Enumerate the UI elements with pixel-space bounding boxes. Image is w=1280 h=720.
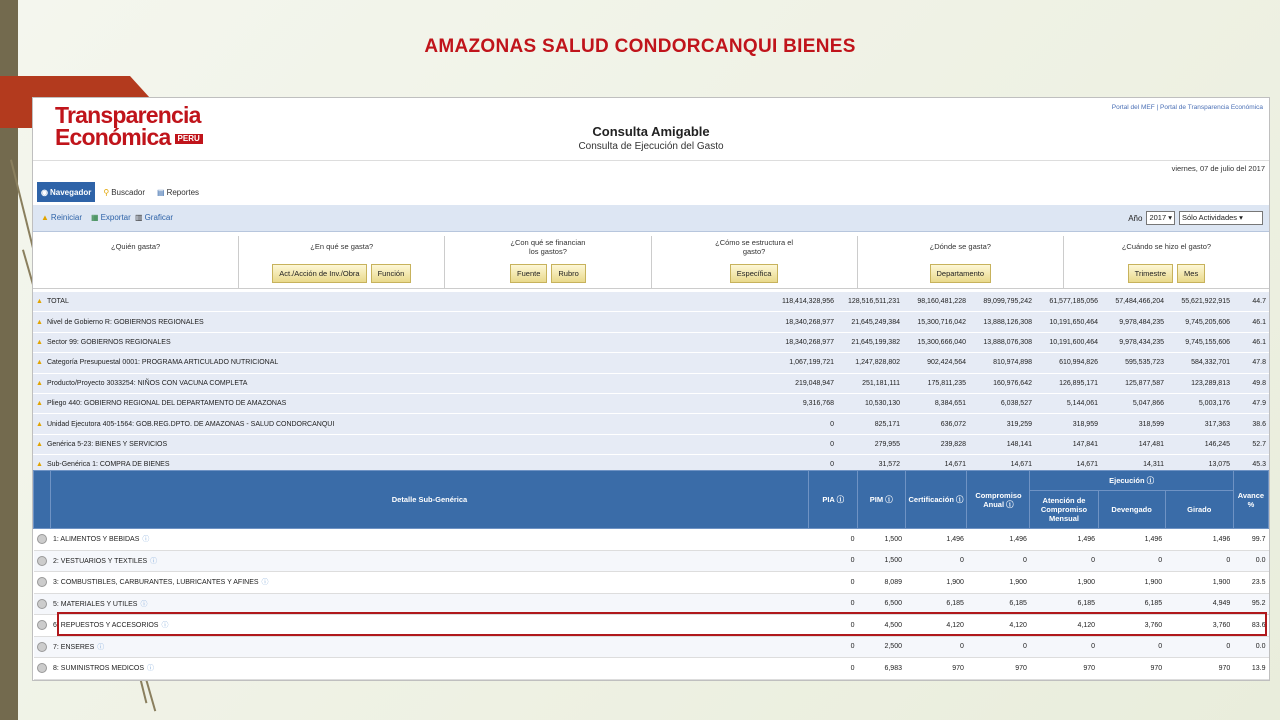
summary-value-cell: 175,811,235 — [903, 373, 969, 393]
detail-row[interactable] — [34, 572, 1269, 594]
summary-label-cell[interactable]: ▲ Producto/Proyecto 3033254: NIÑOS CON VACUNA COMPLETA — [33, 373, 771, 393]
header-pim[interactable]: PIM ⓘ — [858, 471, 906, 529]
summary-value-cell: 125,877,587 — [1101, 373, 1167, 393]
summary-label-cell[interactable]: ▲ Sector 99: GOBIERNOS REGIONALES — [33, 332, 771, 352]
row-radio[interactable] — [34, 572, 51, 594]
logo-badge: PERU — [175, 134, 203, 144]
detail-label-cell[interactable]: 2: VESTUARIOS Y TEXTILES ⓘ — [50, 550, 809, 572]
summary-row[interactable] — [33, 434, 1269, 454]
summary-label-cell[interactable]: ▲ Pliego 440: GOBIERNO REGIONAL DEL DEPARTAMENTO DE AMAZONAS — [33, 393, 771, 413]
question-como: ¿Cómo se estructura el gasto? Específica — [652, 236, 858, 288]
detail-value-cell: 1,500 — [858, 550, 906, 572]
detail-label-cell[interactable]: 7: ENSERES ⓘ — [50, 636, 809, 658]
detail-value-cell: 95.2 — [1233, 593, 1268, 615]
summary-value-cell: 13,888,126,308 — [969, 312, 1035, 332]
up-arrow-icon: ▲ — [36, 298, 43, 306]
info-icon: ⓘ — [261, 579, 269, 587]
row-radio[interactable] — [34, 658, 51, 680]
up-arrow-icon: ▲ — [36, 359, 43, 367]
summary-value-cell: 61,577,185,056 — [1035, 292, 1101, 312]
summary-value-cell: 13,075 — [1167, 455, 1233, 475]
detail-value-cell: 0 — [1165, 636, 1233, 658]
detail-row[interactable] — [34, 636, 1269, 658]
summary-value-cell: 610,994,826 — [1035, 353, 1101, 373]
detail-value-cell: 0 — [1098, 550, 1165, 572]
detail-row[interactable] — [34, 550, 1269, 572]
up-arrow-icon: ▲ — [36, 461, 43, 469]
question-con-que: ¿Con qué se financian los gastos? Fuente Rubro — [445, 236, 651, 288]
detail-value-cell: 0 — [1030, 636, 1098, 658]
summary-label-cell[interactable]: ▲ Sub-Genérica 1: COMPRA DE BIENES — [33, 455, 771, 475]
exportar-button[interactable]: ▦ Exportar — [91, 213, 131, 222]
logo-line1: Transparencia — [55, 102, 201, 128]
detail-value-cell: 1,900 — [905, 572, 967, 594]
summary-value-cell: 15,300,666,040 — [903, 332, 969, 352]
summary-value-cell: 1,247,828,802 — [837, 353, 903, 373]
header-compromiso[interactable]: Compromiso Anual ⓘ — [967, 471, 1030, 529]
summary-row[interactable] — [33, 373, 1269, 393]
summary-value-cell: 251,181,111 — [837, 373, 903, 393]
mes-button[interactable]: Mes — [1177, 264, 1205, 283]
funcion-button[interactable]: Función — [371, 264, 412, 283]
summary-value-cell: 810,974,898 — [969, 353, 1035, 373]
page-subtitle: Consulta de Ejecución del Gasto — [578, 141, 724, 152]
detail-value-cell: 970 — [1030, 658, 1098, 680]
up-arrow-icon: ▲ — [41, 213, 49, 222]
summary-value-cell: 18,340,268,977 — [771, 312, 837, 332]
summary-value-cell: 147,481 — [1101, 434, 1167, 454]
question-cuando: ¿Cuándo se hizo el gasto? Trimestre Mes — [1064, 236, 1269, 288]
detail-value-cell: 6,185 — [905, 593, 967, 615]
info-icon: ⓘ — [953, 495, 964, 504]
summary-value-cell: 46.1 — [1233, 312, 1269, 332]
header-atencion[interactable]: Atención de Compromiso Mensual — [1030, 491, 1098, 529]
question-donde: ¿Dónde se gasta? Departamento — [858, 236, 1064, 288]
activities-select[interactable]: Sólo Actividades ▾ — [1179, 211, 1263, 225]
summary-value-cell: 318,599 — [1101, 414, 1167, 434]
summary-value-cell: 1,067,199,721 — [771, 353, 837, 373]
summary-value-cell: 98,160,481,228 — [903, 292, 969, 312]
up-arrow-icon: ▲ — [36, 400, 43, 408]
screenshot-panel — [32, 97, 1270, 681]
detail-value-cell: 4,949 — [1165, 593, 1233, 615]
detail-value-cell: 13.9 — [1233, 658, 1268, 680]
summary-value-cell: 0 — [771, 455, 837, 475]
detail-label-cell[interactable]: 6: REPUESTOS Y ACCESORIOS ⓘ — [50, 615, 809, 637]
detail-value-cell: 1,900 — [1098, 572, 1165, 594]
summary-row[interactable] — [33, 292, 1269, 312]
summary-label-cell[interactable]: ▲ Unidad Ejecutora 405-1564: GOB.REG.DPTO. DE AMAZONAS - SALUD CONDORCANQUI — [33, 414, 771, 434]
rubro-button[interactable]: Rubro — [551, 264, 585, 283]
detail-value-cell: 3,760 — [1098, 615, 1165, 637]
info-icon: ⓘ — [883, 495, 893, 504]
info-icon: ⓘ — [1144, 476, 1155, 485]
summary-value-cell: 21,645,199,382 — [837, 332, 903, 352]
info-icon: ⓘ — [1004, 499, 1014, 509]
row-radio[interactable] — [34, 615, 51, 637]
detail-value-cell: 4,120 — [905, 615, 967, 637]
reiniciar-button[interactable]: ▲ Reiniciar — [41, 213, 83, 222]
detail-value-cell: 0.0 — [1233, 636, 1268, 658]
info-icon: ⓘ — [147, 665, 155, 673]
detail-label-cell[interactable]: 3: COMBUSTIBLES, CARBURANTES, LUBRICANTES Y AFINES ⓘ — [50, 572, 809, 594]
detail-value-cell: 2,500 — [858, 636, 906, 658]
act-accion-button[interactable]: Act./Acción de Inv./Obra — [272, 264, 366, 283]
date-label: viernes, 07 de julio del 2017 — [1171, 164, 1265, 173]
up-arrow-icon: ▲ — [36, 440, 43, 448]
header-devengado[interactable]: Devengado — [1098, 491, 1165, 529]
detail-value-cell: 0 — [809, 529, 858, 551]
summary-value-cell: 123,289,813 — [1167, 373, 1233, 393]
detail-label-cell[interactable]: 5: MATERIALES Y UTILES ⓘ — [50, 593, 809, 615]
summary-value-cell: 18,340,268,977 — [771, 332, 837, 352]
summary-label-cell[interactable]: ▲ Nivel de Gobierno R: GOBIERNOS REGIONALES — [33, 312, 771, 332]
detail-value-cell: 0 — [1098, 636, 1165, 658]
tab-bar — [37, 182, 203, 202]
detail-value-cell: 6,185 — [967, 593, 1030, 615]
detail-value-cell: 0 — [905, 636, 967, 658]
detail-value-cell: 1,900 — [967, 572, 1030, 594]
detail-value-cell: 4,500 — [858, 615, 906, 637]
summary-value-cell: 45.3 — [1233, 455, 1269, 475]
year-label: Año — [1128, 213, 1143, 223]
year-select[interactable]: 2017 ▾ — [1146, 211, 1175, 225]
summary-value-cell: 49.8 — [1233, 373, 1269, 393]
header-girado[interactable]: Girado — [1165, 491, 1233, 529]
summary-value-cell: 239,828 — [903, 434, 969, 454]
tab-buscador[interactable]: ⚲ Buscador — [103, 187, 145, 197]
summary-row[interactable] — [33, 393, 1269, 413]
top-links[interactable]: Portal del MEF | Portal de Transparencia Económica — [1111, 104, 1263, 111]
detail-value-cell: 1,900 — [1165, 572, 1233, 594]
summary-value-cell: 0 — [771, 414, 837, 434]
up-arrow-icon: ▲ — [36, 379, 43, 387]
questions-row — [33, 236, 1269, 289]
up-arrow-icon: ▲ — [36, 318, 43, 326]
question-en-que: ¿En qué se gasta? Act./Acción de Inv./Obra Función — [239, 236, 445, 288]
compass-icon: ◉ — [41, 187, 48, 197]
detail-row[interactable] — [34, 658, 1269, 680]
detail-value-cell: 970 — [967, 658, 1030, 680]
summary-value-cell: 57,484,466,204 — [1101, 292, 1167, 312]
summary-value-cell: 38.6 — [1233, 414, 1269, 434]
summary-value-cell: 9,745,155,606 — [1167, 332, 1233, 352]
summary-value-cell: 14,671 — [1035, 455, 1101, 475]
trimestre-button[interactable]: Trimestre — [1128, 264, 1173, 283]
detail-value-cell: 0 — [967, 550, 1030, 572]
summary-label-cell[interactable]: ▲ Categoría Presupuestal 0001: PROGRAMA ARTICULADO NUTRICIONAL — [33, 353, 771, 373]
summary-row[interactable] — [33, 332, 1269, 352]
summary-value-cell: 148,141 — [969, 434, 1035, 454]
summary-value-cell: 160,976,642 — [969, 373, 1035, 393]
detail-value-cell: 1,900 — [1030, 572, 1098, 594]
summary-value-cell: 46.1 — [1233, 332, 1269, 352]
summary-value-cell: 595,535,723 — [1101, 353, 1167, 373]
summary-value-cell: 279,955 — [837, 434, 903, 454]
summary-row[interactable] — [33, 414, 1269, 434]
detail-value-cell: 0 — [809, 593, 858, 615]
detail-value-cell: 0 — [809, 636, 858, 658]
summary-value-cell: 13,888,076,308 — [969, 332, 1035, 352]
info-icon: ⓘ — [150, 557, 158, 565]
tab-reportes[interactable]: ▤ Reportes — [157, 187, 200, 197]
info-icon: ⓘ — [161, 622, 169, 630]
detail-value-cell: 0 — [809, 572, 858, 594]
detail-row[interactable] — [34, 529, 1269, 551]
excel-icon: ▦ — [91, 213, 99, 222]
summary-value-cell: 47.9 — [1233, 393, 1269, 413]
info-icon: ⓘ — [834, 495, 845, 504]
detail-value-cell: 1,496 — [967, 529, 1030, 551]
row-radio[interactable] — [34, 529, 51, 551]
summary-value-cell: 319,259 — [969, 414, 1035, 434]
summary-value-cell: 14,671 — [903, 455, 969, 475]
summary-value-cell: 5,047,866 — [1101, 393, 1167, 413]
summary-value-cell: 825,171 — [837, 414, 903, 434]
tab-navegador[interactable]: ◉ Navegador — [37, 182, 95, 202]
summary-value-cell: 118,414,328,956 — [771, 292, 837, 312]
slide-title: AMAZONAS SALUD CONDORCANQUI BIENES — [424, 36, 856, 57]
radio-icon — [37, 620, 47, 630]
summary-value-cell: 9,316,768 — [771, 393, 837, 413]
summary-value-cell: 8,384,651 — [903, 393, 969, 413]
summary-value-cell: 5,144,061 — [1035, 393, 1101, 413]
summary-value-cell: 31,572 — [837, 455, 903, 475]
detail-value-cell: 1,496 — [1165, 529, 1233, 551]
detail-value-cell: 1,496 — [905, 529, 967, 551]
summary-row[interactable] — [33, 312, 1269, 332]
page-title: Consulta Amigable — [592, 124, 710, 139]
header-detalle[interactable]: Detalle Sub-Genérica — [50, 471, 809, 529]
summary-value-cell: 10,191,650,464 — [1035, 312, 1101, 332]
radio-icon — [37, 577, 47, 587]
summary-value-cell: 219,048,947 — [771, 373, 837, 393]
page-header — [33, 98, 1269, 161]
logo-line2: Económica — [55, 124, 171, 150]
toolbar — [33, 205, 1269, 232]
summary-row[interactable] — [33, 353, 1269, 373]
radio-icon — [37, 556, 47, 566]
summary-value-cell: 636,072 — [903, 414, 969, 434]
up-arrow-icon: ▲ — [36, 338, 43, 346]
detail-value-cell: 0.0 — [1233, 550, 1268, 572]
chart-icon: ▥ — [135, 213, 143, 222]
header-blank — [34, 471, 51, 529]
question-quien: ¿Quién gasta? — [33, 236, 239, 288]
summary-value-cell: 128,516,511,231 — [837, 292, 903, 312]
detail-value-cell: 6,500 — [858, 593, 906, 615]
header-ejecucion[interactable]: Ejecución ⓘ — [1030, 471, 1233, 491]
summary-label-cell[interactable]: ▲ Genérica 5-23: BIENES Y SERVICIOS — [33, 434, 771, 454]
graficar-button[interactable]: ▥ Graficar — [135, 213, 174, 222]
summary-table — [33, 292, 1269, 476]
summary-value-cell: 9,978,434,235 — [1101, 332, 1167, 352]
summary-value-cell: 21,645,249,384 — [837, 312, 903, 332]
detail-value-cell: 0 — [809, 615, 858, 637]
summary-value-cell: 147,841 — [1035, 434, 1101, 454]
header-certificacion[interactable]: Certificación ⓘ — [905, 471, 967, 529]
detail-value-cell: 83.6 — [1233, 615, 1268, 637]
detail-value-cell: 970 — [1098, 658, 1165, 680]
summary-value-cell: 55,621,922,915 — [1167, 292, 1233, 312]
summary-value-cell: 6,038,527 — [969, 393, 1035, 413]
up-arrow-icon: ▲ — [36, 420, 43, 428]
detail-value-cell: 1,496 — [1030, 529, 1098, 551]
summary-value-cell: 584,332,701 — [1167, 353, 1233, 373]
summary-value-cell: 126,895,171 — [1035, 373, 1101, 393]
header-pia[interactable]: PIA ⓘ — [809, 471, 858, 529]
detail-value-cell: 0 — [809, 550, 858, 572]
summary-value-cell: 146,245 — [1167, 434, 1233, 454]
departamento-button[interactable]: Departamento — [930, 264, 992, 283]
summary-value-cell: 14,311 — [1101, 455, 1167, 475]
summary-value-cell: 47.8 — [1233, 353, 1269, 373]
detail-label-cell[interactable]: 1: ALIMENTOS Y BEBIDAS ⓘ — [50, 529, 809, 551]
info-icon: ⓘ — [140, 600, 148, 608]
row-radio[interactable] — [34, 550, 51, 572]
radio-icon — [37, 534, 47, 544]
summary-value-cell: 9,978,484,235 — [1101, 312, 1167, 332]
detail-value-cell: 23.5 — [1233, 572, 1268, 594]
summary-value-cell: 89,099,795,242 — [969, 292, 1035, 312]
radio-icon — [37, 599, 47, 609]
row-radio[interactable] — [34, 636, 51, 658]
detail-value-cell: 0 — [967, 636, 1030, 658]
summary-label-cell[interactable]: ▲ TOTAL — [33, 292, 771, 312]
detail-value-cell: 99.7 — [1233, 529, 1268, 551]
summary-value-cell: 317,363 — [1167, 414, 1233, 434]
detail-label-cell[interactable]: 8: SUMINISTROS MEDICOS ⓘ — [50, 658, 809, 680]
search-icon: ⚲ — [103, 187, 110, 197]
detail-value-cell: 970 — [1165, 658, 1233, 680]
detail-value-cell: 0 — [809, 658, 858, 680]
summary-value-cell: 0 — [771, 434, 837, 454]
detail-value-cell: 3,760 — [1165, 615, 1233, 637]
detail-value-cell: 1,496 — [1098, 529, 1165, 551]
detail-table — [33, 470, 1269, 680]
highlight-box — [57, 612, 1267, 636]
detail-value-cell: 0 — [1165, 550, 1233, 572]
radio-icon — [37, 663, 47, 673]
year-filter — [1128, 211, 1263, 225]
detail-value-cell: 4,120 — [1030, 615, 1098, 637]
summary-value-cell: 9,745,205,606 — [1167, 312, 1233, 332]
detail-value-cell: 970 — [905, 658, 967, 680]
radio-icon — [37, 642, 47, 652]
detail-value-cell: 8,089 — [858, 572, 906, 594]
detail-value-cell: 6,185 — [1098, 593, 1165, 615]
summary-value-cell: 15,300,716,042 — [903, 312, 969, 332]
summary-value-cell: 10,191,600,464 — [1035, 332, 1101, 352]
detail-value-cell: 1,500 — [858, 529, 906, 551]
summary-value-cell: 44.7 — [1233, 292, 1269, 312]
row-radio[interactable] — [34, 593, 51, 615]
document-icon: ▤ — [157, 187, 165, 197]
detail-value-cell: 0 — [1030, 550, 1098, 572]
info-icon: ⓘ — [142, 536, 150, 544]
summary-value-cell: 52.7 — [1233, 434, 1269, 454]
header-avance[interactable]: Avance % — [1233, 471, 1268, 529]
detail-value-cell: 0 — [905, 550, 967, 572]
summary-value-cell: 318,959 — [1035, 414, 1101, 434]
summary-value-cell: 10,530,130 — [837, 393, 903, 413]
especifica-button[interactable]: Específica — [730, 264, 779, 283]
fuente-button[interactable]: Fuente — [510, 264, 547, 283]
summary-value-cell: 5,003,176 — [1167, 393, 1233, 413]
info-icon: ⓘ — [97, 643, 105, 651]
summary-value-cell: 902,424,564 — [903, 353, 969, 373]
detail-value-cell: 6,185 — [1030, 593, 1098, 615]
detail-value-cell: 4,120 — [967, 615, 1030, 637]
summary-value-cell: 14,671 — [969, 455, 1035, 475]
detail-value-cell: 6,983 — [858, 658, 906, 680]
